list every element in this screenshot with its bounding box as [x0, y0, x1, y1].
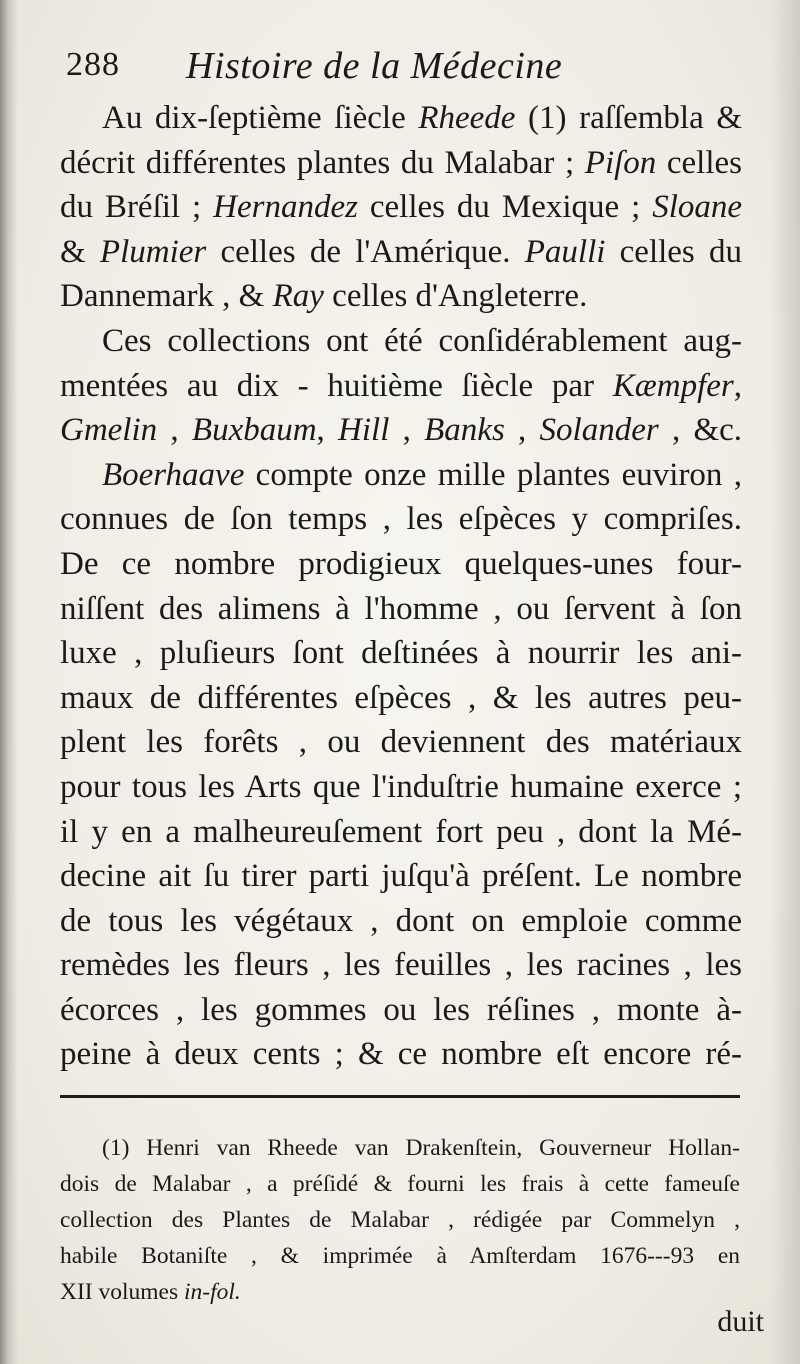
footnote-line: XII volumes in-fol.: [60, 1279, 241, 1305]
text-line: Boerhaave compte onze mille plantes euviron ,: [102, 456, 742, 493]
name-buxbaum: Buxbaum: [191, 412, 317, 449]
name-pison: Piſon: [584, 144, 657, 181]
text-line: il y en a malheureuſement fort peu , dont la Mé-: [60, 813, 742, 850]
name-boerhaave: Boerhaave: [102, 456, 245, 493]
name-banks: Banks: [424, 412, 505, 449]
footnote-line: dois de Malabar , a préſidé & fourni les frais à cette fameuſe: [60, 1171, 740, 1197]
text-line: remèdes les fleurs , les feuilles , les racines , les: [60, 947, 742, 984]
text-line: Ces collections ont été conſidérablement aug-: [102, 322, 742, 359]
text-line: mentées au dix - huitième ſiècle par Kæmpfer,: [60, 367, 742, 404]
text-line: maux de différentes eſpèces , & les autres peu-: [60, 679, 742, 716]
footnote: [60, 1130, 740, 1310]
name-hill: Hill: [338, 412, 390, 449]
name-rheede: Rheede: [418, 100, 516, 136]
text-line: peine à deux cents ; & ce nombre eſt encore ré-: [60, 1036, 742, 1073]
page-left-shadow: [0, 0, 18, 1364]
text-line: du Bréſil ; Hernandez celles du Mexique ; Sloane: [60, 189, 743, 226]
footnote-line: (1) Henri van Rheede van Drakenſtein, Gouverneur Hollan-: [102, 1135, 740, 1161]
name-hernandez: Hernandez: [213, 189, 358, 226]
page-number: 288: [66, 46, 120, 83]
text-line: écorces , les gommes ou les réſines , monte à-: [60, 991, 742, 1028]
format-in-fol: in-fol.: [184, 1279, 241, 1305]
name-kaempfer: Kæmpfer: [612, 367, 734, 404]
name-plumier: Plumier: [99, 233, 207, 270]
text-line: decine ait ſu tirer parti juſqu'à préſent. Le nombre: [60, 858, 742, 895]
text-line: pour tous les Arts que l'induſtrie humaine exerce ;: [60, 768, 742, 805]
name-gmelin: Gmelin: [60, 412, 158, 449]
text-line: décrit différentes plantes du Malabar ; Piſon celles: [60, 144, 742, 181]
footnote-line: habile Botaniſte , & imprimée à Amſterdam 1676---93 en: [60, 1243, 740, 1269]
text-line: connues de ſon temps , les eſpèces y compriſes.: [60, 501, 742, 538]
name-paulli: Paulli: [524, 233, 606, 270]
footnote-line: collection des Plantes de Malabar , rédigée par Commelyn ,: [60, 1207, 740, 1233]
text-line: Dannemark , & Ray celles d'Angleterre.: [60, 278, 588, 315]
catchword: duit: [717, 1305, 764, 1338]
text-line: de tous les végétaux , dont on emploie comme: [60, 902, 742, 939]
page-right-edge: [770, 0, 800, 1364]
footnote-divider: [60, 1095, 740, 1098]
text-line: Gmelin , Buxbaum, Hill , Banks , Solander , &c.: [60, 412, 743, 449]
text-line: & Plumier celles de l'Amérique. Paulli celles du: [60, 233, 743, 270]
text-line: niſſent des alimens à l'homme , ou ſervent à ſon: [60, 590, 742, 627]
text-line: luxe , pluſieurs ſont deſtinées à nourrir les ani-: [60, 635, 742, 672]
running-title: Histoire de la Médecine: [186, 45, 563, 87]
text-line: plent les forêts , ou deviennent des matériaux: [60, 724, 742, 761]
name-ray: Ray: [272, 278, 324, 315]
page-header: [66, 44, 766, 94]
text-line: De ce nombre prodigieux quelques-unes four-: [60, 545, 742, 582]
text-line: Au dix-ſeptième ſiècle Rheede (1) raſſembla &: [102, 100, 742, 136]
name-sloane: Sloane: [652, 189, 743, 226]
name-solander: Solander: [539, 412, 659, 449]
main-text: [60, 96, 742, 1077]
